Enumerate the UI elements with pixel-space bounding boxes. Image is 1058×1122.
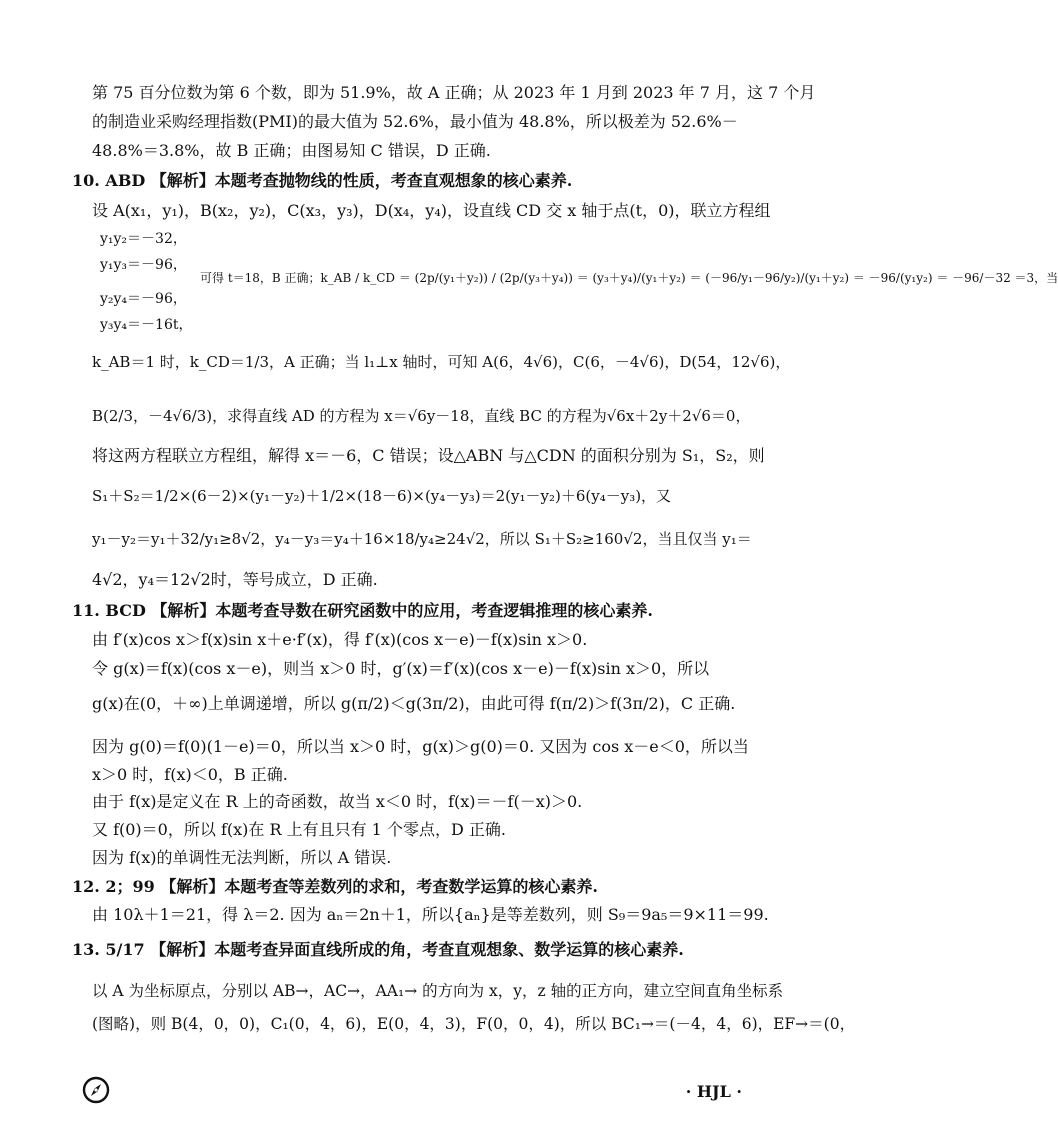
text-line: 将这两方程联立方程组，解得 x＝－6，C 错误；设△ABN 与△CDN 的面积分别为 S₁，S₂，则 [92,446,765,465]
text-line: S₁＋S₂＝1/2×(6－2)×(y₁－y₂)＋1/2×(18－6)×(y₄－y₃)＝2(y₁－y₂)＋6(y₄－y₃)，又 [92,487,672,505]
footer-code: · HJL · [685,1082,742,1101]
text-line: 以 A 为坐标原点，分别以 AB→，AC→，AA₁→ 的方向为 x，y，z 轴的正方向，建立空间直角坐标系 [92,982,784,1000]
text-line: 因为 g(0)＝f(0)(1－e)＝0，所以当 x＞0 时，g(x)＞g(0)＝0. 又因为 cos x－e＜0，所以当 [92,737,749,756]
text-line: 4√2，y₄＝12√2时，等号成立，D 正确. [92,570,378,589]
question-heading: 13. 5/17 【解析】本题考查异面直线所成的角，考查直观想象、数学运算的核心素养. [72,940,684,959]
text-line: 可得 t＝18，B 正确；k_AB / k_CD ＝ (2p/(y₁＋y₂)) / (2p/(y₃＋y₄)) ＝ (y₃＋y₄)/(y₁＋y₂) ＝ (－96/y₁－96/y₂)/(y₁＋y₂) ＝ －96/(y₁y₂) ＝ －96/－32 ＝3，当 [200,271,1058,285]
text-line: 第 75 百分位数为第 6 个数，即为 51.9%，故 A 正确；从 2023 年 1 月到 2023 年 7 月，这 7 个月 [92,83,816,102]
text-line: 由 f′(x)cos x＞f(x)sin x＋e·f′(x)，得 f′(x)(cos x－e)－f(x)sin x＞0. [92,630,588,649]
text-line: 设 A(x₁，y₁)，B(x₂，y₂)，C(x₃，y₃)，D(x₄，y₄)，设直线 CD 交 x 轴于点(t，0)，联立方程组 [92,201,771,220]
equation-system-line: y₁y₃＝－96， [100,257,187,273]
text-line: y₁－y₂＝y₁＋32/y₁≥8√2，y₄－y₃＝y₄＋16×18/y₄≥24√2，所以 S₁＋S₂≥160√2，当且仅当 y₁＝ [92,530,752,548]
text-line: 由于 f(x)是定义在 R 上的奇函数，故当 x＜0 时，f(x)＝－f(－x)＞0. [92,792,583,811]
text-line: (图略)，则 B(4，0，0)，C₁(0，4，6)，E(0，4，3)，F(0，0，4)，所以 BC₁→＝(－4，4，6)，EF→＝(0， [92,1015,856,1033]
question-heading: 12. 2；99 【解析】本题考查等差数列的求和，考查数学运算的核心素养. [72,877,598,896]
equation-system-line: y₃y₄＝－16t， [100,317,193,333]
text-line: 令 g(x)＝f(x)(cos x－e)，则当 x＞0 时，g′(x)＝f′(x)(cos x－e)－f(x)sin x＞0，所以 [92,659,710,678]
question-heading: 11. BCD 【解析】本题考查导数在研究函数中的应用，考查逻辑推理的核心素养. [72,601,653,620]
text-line: 48.8%＝3.8%，故 B 正确；由图易知 C 错误，D 正确. [92,141,491,160]
question-heading: 10. ABD 【解析】本题考查抛物线的性质，考查直观想象的核心素养. [72,171,573,190]
compass-logo-icon [82,1076,110,1104]
text-line: g(x)在(0，＋∞)上单调递增，所以 g(π/2)＜g(3π/2)，由此可得 f(π/2)＞f(3π/2)，C 正确. [92,694,736,713]
text-line: k_AB＝1 时，k_CD＝1/3，A 正确；当 l₁⊥x 轴时，可知 A(6，4√6)，C(6，－4√6)，D(54，12√6)， [92,353,791,371]
text-line: 因为 f(x)的单调性无法判断，所以 A 错误. [92,848,392,867]
text-line: 又 f(0)＝0，所以 f(x)在 R 上有且只有 1 个零点，D 正确. [92,820,506,839]
text-line: 的制造业采购经理指数(PMI)的最大值为 52.6%，最小值为 48.8%，所以极差为 52.6%－ [92,112,738,131]
text-line: B(2/3，－4√6/3)，求得直线 AD 的方程为 x＝√6y－18，直线 BC 的方程为√6x＋2y＋2√6＝0， [92,407,751,425]
equation-system-line: y₁y₂＝－32， [100,231,187,247]
equation-system-line: y₂y₄＝－96， [100,291,187,307]
text-line: x＞0 时，f(x)＜0，B 正确. [92,765,288,784]
text-line: 由 10λ＋1＝21，得 λ＝2. 因为 aₙ＝2n＋1，所以{aₙ}是等差数列，则 S₉＝9a₅＝9×11＝99. [92,905,769,924]
